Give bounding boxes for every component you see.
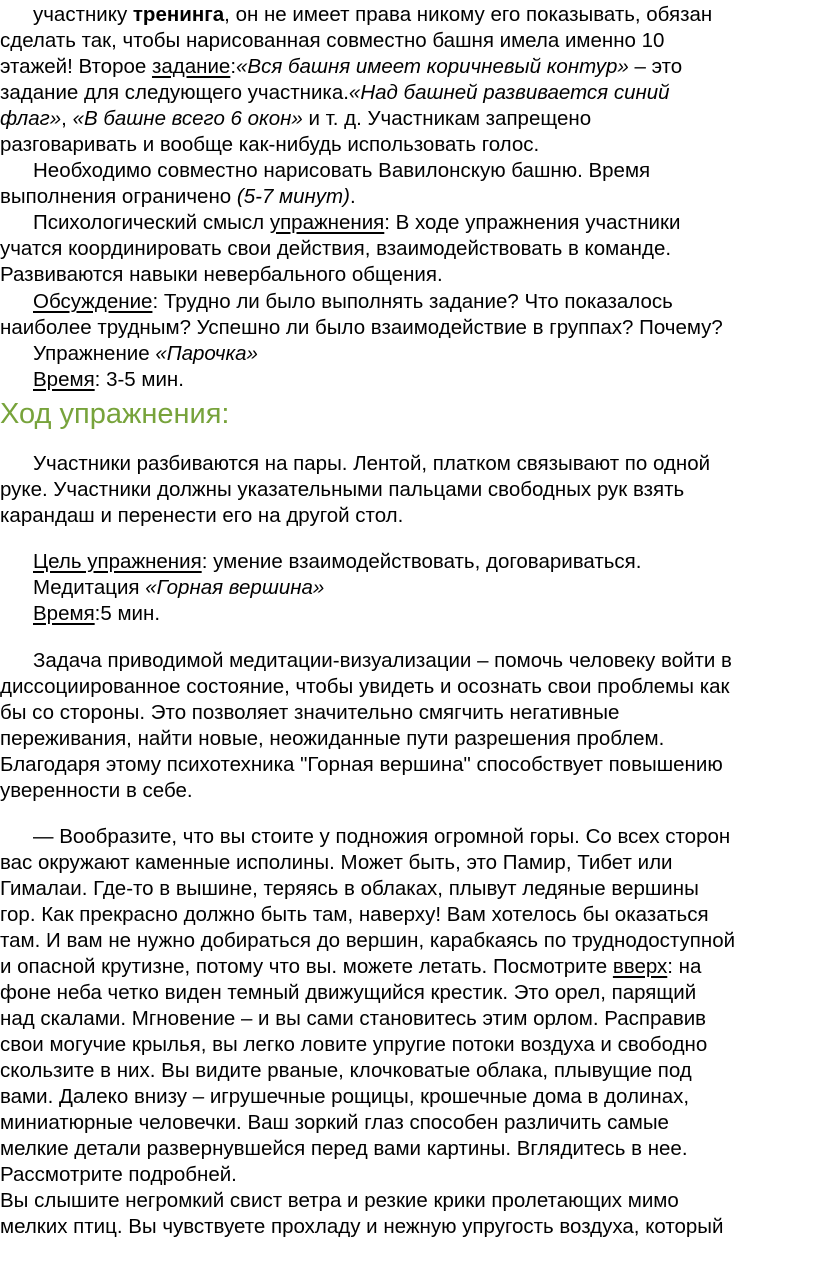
exercise-title: Упражнение «Парочка»	[33, 342, 258, 365]
text-line: Обсуждение: Трудно ли было выполнять задание? Что показалось	[33, 290, 673, 313]
text-line: Рассмотрите подробней.	[0, 1163, 237, 1186]
text-line: вами. Далеко внизу – игрушечные рощицы, крошечные дома в долинах,	[0, 1085, 690, 1108]
text-line: диссоциированное состояние, чтобы увидеть и осознать свои проблемы как	[0, 675, 730, 698]
text-line: — Вообразите, что вы стоите у подножия огромной горы. Со всех сторон	[33, 825, 731, 848]
text-line: вас окружают каменные исполины. Может быть, это Памир, Тибет или	[0, 851, 673, 874]
text-line: участнику тренинга, он не имеет права никому его показывать, обязан	[33, 3, 713, 26]
text-line: Психологический смысл упражнения: В ходе упражнения участники	[33, 211, 681, 234]
underlined-term: задание	[151, 55, 231, 78]
exercise-time: Время:5 мин.	[33, 602, 161, 625]
text-line: задание для следующего участника.«Над башней развивается синий	[0, 81, 670, 104]
section-heading: Ход упражнения:	[0, 398, 230, 430]
underlined-term: упражнения	[269, 211, 385, 234]
text-line: наиболее трудным? Успешно ли было взаимодействие в группах? Почему?	[0, 316, 723, 339]
text-line: Необходимо совместно нарисовать Вавилонскую башню. Время	[33, 159, 651, 182]
text-line: и опасной крутизне, потому что вы. можете летать. Посмотрите вверх: на	[0, 955, 702, 978]
text-line: миниатюрные человечки. Ваш зоркий глаз способен различить самые	[0, 1111, 669, 1134]
text-line: переживания, найти новые, неожиданные пути разрешения проблем.	[0, 727, 665, 750]
text-line: бы со стороны. Это позволяет значительно смягчить негативные	[0, 701, 620, 724]
text-line: скользите в них. Вы видите рваные, клочковатые облака, плывущие под	[0, 1059, 692, 1082]
text-line: над скалами. Мгновение – и вы сами становитесь этим орлом. Расправив	[0, 1007, 707, 1030]
text-line: карандаш и перенести его на другой стол.	[0, 504, 404, 527]
text-line: фоне неба четко виден темный движущийся крестик. Это орел, парящий	[0, 981, 697, 1004]
text-line: выполнения ограничено (5-7 минут).	[0, 185, 356, 208]
text-line: Гималаи. Где-то в вышине, теряясь в облаках, плывут ледяные вершины	[0, 877, 699, 900]
text-line: Вы слышите негромкий свист ветра и резкие крики пролетающих мимо	[0, 1189, 679, 1212]
text-line: флаг», «В башне всего 6 окон» и т. д. Участникам запрещено	[0, 107, 592, 130]
text-line: уверенности в себе.	[0, 779, 193, 802]
text-line: Благодаря этому психотехника "Горная вершина" способствует повышению	[0, 753, 723, 776]
underlined-term: вверх	[612, 955, 668, 978]
text-line: руке. Участники должны указательными пальцами свободных рук взять	[0, 478, 685, 501]
text-line: учатся координировать свои действия, взаимодействовать в команде.	[0, 237, 672, 260]
text-line: сделать так, чтобы нарисованная совместно башня имела именно 10	[0, 29, 665, 52]
text-line: разговаривать и вообще как-нибудь использовать голос.	[0, 133, 540, 156]
text-line: гор. Как прекрасно должно быть там, наверху! Вам хотелось бы оказаться	[0, 903, 709, 926]
text-line: этажей! Второе задание:«Вся башня имеет коричневый контур» – это	[0, 55, 683, 78]
text-line: свои могучие крылья, вы легко ловите упругие потоки воздуха и свободно	[0, 1033, 708, 1056]
exercise-time: Время: 3-5 мин.	[33, 368, 184, 391]
exercise-title: Медитация «Горная вершина»	[33, 576, 325, 599]
text-line: Участники разбиваются на пары. Лентой, платком связывают по одной	[33, 452, 711, 475]
exercise-goal: Цель упражнения: умение взаимодействовать, договариваться.	[33, 550, 642, 573]
text-line: Задача приводимой медитации-визуализации – помочь человеку войти в	[33, 649, 732, 672]
text-line: мелких птиц. Вы чувствуете прохладу и нежную упругость воздуха, который	[0, 1215, 724, 1238]
bold-term: тренинга	[132, 3, 225, 26]
text-line: Развиваются навыки невербального общения.	[0, 263, 443, 286]
underlined-term: Обсуждение	[33, 290, 153, 313]
text-line: мелкие детали развернувшейся перед вами картины. Вглядитесь в нее.	[0, 1137, 688, 1160]
text-line: там. И вам не нужно добираться до вершин, карабкаясь по труднодоступной	[0, 929, 736, 952]
